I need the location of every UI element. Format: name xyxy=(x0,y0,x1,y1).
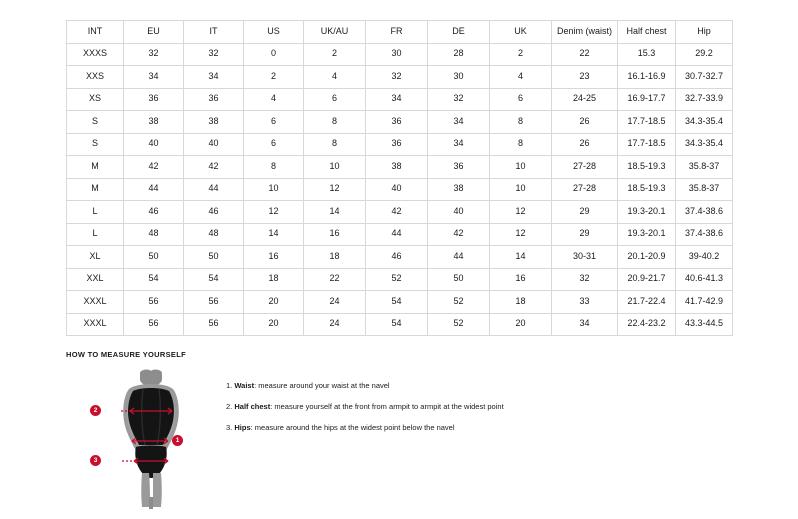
cell: XXL xyxy=(67,268,124,291)
how-to-measure-section xyxy=(66,350,766,509)
cell: 17.7-18.5 xyxy=(618,111,676,134)
column-header: DE xyxy=(428,21,490,44)
table-header-row xyxy=(67,21,733,44)
cell: 48 xyxy=(124,223,184,246)
cell: L xyxy=(67,223,124,246)
cell: 40 xyxy=(366,178,428,201)
cell: 39-40.2 xyxy=(676,246,733,269)
cell: 24-25 xyxy=(552,88,618,111)
cell: 34 xyxy=(428,111,490,134)
measure-instructions xyxy=(226,369,504,444)
cell: S xyxy=(67,133,124,156)
table-row xyxy=(67,111,733,134)
cell: 18 xyxy=(490,291,552,314)
cell: 38 xyxy=(428,178,490,201)
cell: XXS xyxy=(67,66,124,89)
cell: 36 xyxy=(366,111,428,134)
cell: XXXL xyxy=(67,313,124,336)
instruction-term: Waist xyxy=(234,381,255,390)
cell: 34 xyxy=(124,66,184,89)
cell: 42 xyxy=(428,223,490,246)
instruction-waist xyxy=(226,381,504,390)
cell: M xyxy=(67,156,124,179)
size-conversion-table xyxy=(66,20,733,336)
cell: 10 xyxy=(490,178,552,201)
cell: 29.2 xyxy=(676,43,733,66)
instruction-half-chest xyxy=(226,402,504,411)
cell: 19.3-20.1 xyxy=(618,223,676,246)
table-row xyxy=(67,223,733,246)
column-header: IT xyxy=(184,21,244,44)
cell: 40 xyxy=(184,133,244,156)
table-row xyxy=(67,268,733,291)
cell: 30.7-32.7 xyxy=(676,66,733,89)
cell: 35.8-37 xyxy=(676,156,733,179)
cell: 34.3-35.4 xyxy=(676,111,733,134)
cell: L xyxy=(67,201,124,224)
cell: 4 xyxy=(490,66,552,89)
cell: 20 xyxy=(490,313,552,336)
cell: 24 xyxy=(304,291,366,314)
cell: 56 xyxy=(184,291,244,314)
cell: 40 xyxy=(428,201,490,224)
cell: 36 xyxy=(184,88,244,111)
cell: 8 xyxy=(244,156,304,179)
cell: 12 xyxy=(490,223,552,246)
cell: 38 xyxy=(366,156,428,179)
cell: 36 xyxy=(366,133,428,156)
column-header: UK xyxy=(490,21,552,44)
measure-section-title: HOW TO MEASURE YOURSELF xyxy=(66,350,186,359)
cell: 54 xyxy=(366,313,428,336)
cell: 18.5-19.3 xyxy=(618,156,676,179)
cell: 34 xyxy=(366,88,428,111)
cell: 44 xyxy=(366,223,428,246)
table-row xyxy=(67,66,733,89)
cell: 22.4-23.2 xyxy=(618,313,676,336)
cell: 18 xyxy=(244,268,304,291)
cell: 32 xyxy=(124,43,184,66)
cell: 34 xyxy=(428,133,490,156)
cell: 50 xyxy=(184,246,244,269)
cell: 37.4-38.6 xyxy=(676,223,733,246)
cell: 28 xyxy=(428,43,490,66)
cell: 36 xyxy=(428,156,490,179)
cell: 2 xyxy=(490,43,552,66)
cell: 30 xyxy=(366,43,428,66)
cell: 37.4-38.6 xyxy=(676,201,733,224)
cell: 19.3-20.1 xyxy=(618,201,676,224)
table-row xyxy=(67,246,733,269)
column-header: UK/AU xyxy=(304,21,366,44)
cell: 42 xyxy=(124,156,184,179)
mannequin-figure xyxy=(93,369,206,509)
instruction-term: Hips xyxy=(234,423,251,432)
badge-waist: 1 xyxy=(172,435,183,446)
cell: 36 xyxy=(124,88,184,111)
cell: 34 xyxy=(184,66,244,89)
cell: 14 xyxy=(490,246,552,269)
column-header: Denim (waist) xyxy=(552,21,618,44)
cell: 14 xyxy=(304,201,366,224)
table-row xyxy=(67,133,733,156)
cell: 4 xyxy=(304,66,366,89)
cell: 2 xyxy=(244,66,304,89)
instruction-number: 2. xyxy=(226,402,233,411)
cell: 21.7-22.4 xyxy=(618,291,676,314)
column-header: INT xyxy=(67,21,124,44)
cell: 44 xyxy=(124,178,184,201)
badge-half-chest: 2 xyxy=(90,405,101,416)
cell: 32 xyxy=(366,66,428,89)
cell: 12 xyxy=(490,201,552,224)
cell: 24 xyxy=(304,313,366,336)
cell: 34 xyxy=(552,313,618,336)
cell: 43.3-44.5 xyxy=(676,313,733,336)
cell: 20.1-20.9 xyxy=(618,246,676,269)
cell: 23 xyxy=(552,66,618,89)
cell: 32 xyxy=(552,268,618,291)
cell: 38 xyxy=(124,111,184,134)
cell: 42 xyxy=(366,201,428,224)
cell: 8 xyxy=(304,111,366,134)
cell: 8 xyxy=(490,111,552,134)
cell: 54 xyxy=(124,268,184,291)
cell: 22 xyxy=(552,43,618,66)
cell: 50 xyxy=(124,246,184,269)
cell: 32 xyxy=(184,43,244,66)
cell: 54 xyxy=(366,291,428,314)
cell: 40.6-41.3 xyxy=(676,268,733,291)
cell: 6 xyxy=(244,133,304,156)
instruction-text: : measure around the hips at the widest point below the navel xyxy=(250,423,455,432)
cell: XS xyxy=(67,88,124,111)
table-row xyxy=(67,313,733,336)
cell: XXXS xyxy=(67,43,124,66)
cell: 2 xyxy=(304,43,366,66)
instruction-text: : measure around your waist at the navel xyxy=(254,381,390,390)
cell: 44 xyxy=(428,246,490,269)
cell: 33 xyxy=(552,291,618,314)
cell: 32 xyxy=(428,88,490,111)
instruction-term: Half chest xyxy=(234,402,271,411)
table-row xyxy=(67,88,733,111)
table-row xyxy=(67,201,733,224)
cell: 16 xyxy=(490,268,552,291)
cell: 26 xyxy=(552,133,618,156)
cell: 17.7-18.5 xyxy=(618,133,676,156)
cell: 27-28 xyxy=(552,156,618,179)
cell: 42 xyxy=(184,156,244,179)
cell: 29 xyxy=(552,201,618,224)
column-header: FR xyxy=(366,21,428,44)
cell: 30 xyxy=(428,66,490,89)
cell: 12 xyxy=(244,201,304,224)
cell: 6 xyxy=(304,88,366,111)
cell: XL xyxy=(67,246,124,269)
cell: 20 xyxy=(244,291,304,314)
cell: 14 xyxy=(244,223,304,246)
cell: 18 xyxy=(304,246,366,269)
instruction-number: 1. xyxy=(226,381,233,390)
cell: XXXL xyxy=(67,291,124,314)
cell: 16 xyxy=(304,223,366,246)
cell: 22 xyxy=(304,268,366,291)
instruction-number: 3. xyxy=(226,423,233,432)
column-header: EU xyxy=(124,21,184,44)
cell: 46 xyxy=(366,246,428,269)
cell: 12 xyxy=(304,178,366,201)
instruction-hips xyxy=(226,423,504,432)
cell: 8 xyxy=(490,133,552,156)
table-row xyxy=(67,178,733,201)
cell: 41.7-42.9 xyxy=(676,291,733,314)
cell: 4 xyxy=(244,88,304,111)
cell: 40 xyxy=(124,133,184,156)
badge-hips: 3 xyxy=(90,455,101,466)
cell: 44 xyxy=(184,178,244,201)
cell: 26 xyxy=(552,111,618,134)
cell: 52 xyxy=(366,268,428,291)
cell: 18.5-19.3 xyxy=(618,178,676,201)
cell: 10 xyxy=(244,178,304,201)
cell: 30-31 xyxy=(552,246,618,269)
cell: 52 xyxy=(428,291,490,314)
column-header: US xyxy=(244,21,304,44)
cell: 35.8-37 xyxy=(676,178,733,201)
column-header: Half chest xyxy=(618,21,676,44)
cell: 56 xyxy=(184,313,244,336)
cell: 52 xyxy=(428,313,490,336)
cell: 8 xyxy=(304,133,366,156)
cell: 29 xyxy=(552,223,618,246)
cell: 34.3-35.4 xyxy=(676,133,733,156)
table-row xyxy=(67,291,733,314)
cell: 16 xyxy=(244,246,304,269)
cell: 20 xyxy=(244,313,304,336)
cell: 10 xyxy=(304,156,366,179)
cell: S xyxy=(67,111,124,134)
cell: 56 xyxy=(124,313,184,336)
cell: 46 xyxy=(124,201,184,224)
cell: 54 xyxy=(184,268,244,291)
cell: 56 xyxy=(124,291,184,314)
cell: 38 xyxy=(184,111,244,134)
table-row xyxy=(67,156,733,179)
cell: 16.1-16.9 xyxy=(618,66,676,89)
column-header: Hip xyxy=(676,21,733,44)
cell: 0 xyxy=(244,43,304,66)
mannequin-illustration xyxy=(96,369,206,509)
cell: 50 xyxy=(428,268,490,291)
cell: 48 xyxy=(184,223,244,246)
cell: 16.9-17.7 xyxy=(618,88,676,111)
instruction-text: : measure yourself at the front from armpit to armpit at the widest point xyxy=(270,402,504,411)
cell: 6 xyxy=(244,111,304,134)
cell: 10 xyxy=(490,156,552,179)
cell: 32.7-33.9 xyxy=(676,88,733,111)
cell: 6 xyxy=(490,88,552,111)
cell: 46 xyxy=(184,201,244,224)
cell: 20.9-21.7 xyxy=(618,268,676,291)
cell: 27-28 xyxy=(552,178,618,201)
cell: M xyxy=(67,178,124,201)
cell: 15.3 xyxy=(618,43,676,66)
table-row xyxy=(67,43,733,66)
